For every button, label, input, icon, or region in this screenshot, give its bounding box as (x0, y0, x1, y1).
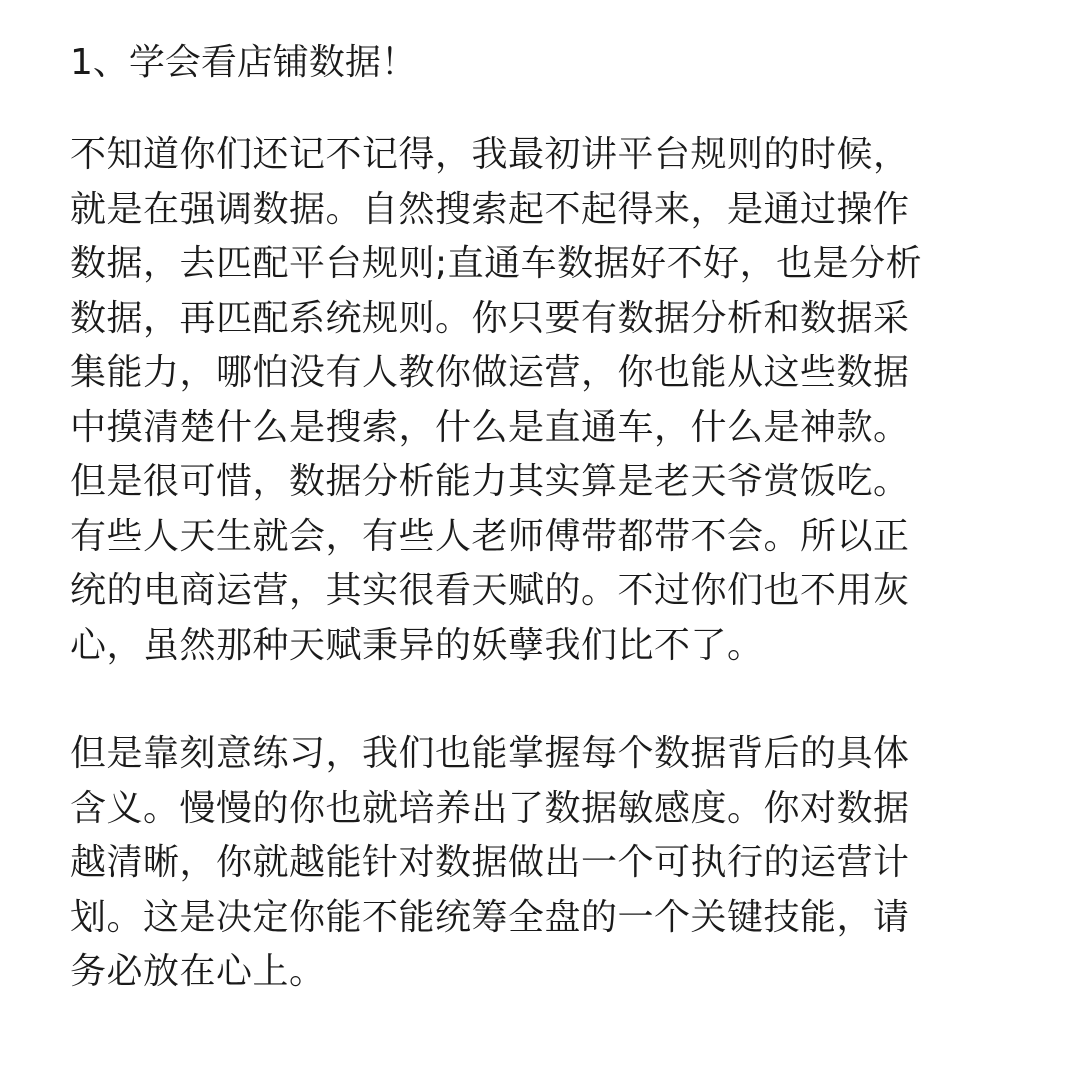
text-line: 含义。慢慢的你也就培养出了数据敏感度。你对数据 (70, 787, 910, 829)
section-heading: 1、学会看店铺数据！ (70, 42, 417, 83)
text-line: 统的电商运营，其实很看天赋的。不过你们也不用灰 (70, 570, 910, 611)
text-line: 但是靠刻意练习，我们也能掌握每个数据背后的具体 (70, 733, 910, 774)
text-line: 就是在强调数据。自然搜索起不起得来，是通过操作 (70, 188, 910, 230)
text-line: 集能力，哪怕没有人教你做运营，你也能从这些数据 (70, 352, 910, 393)
text-line: 数据，再匹配系统规则。你只要有数据分析和数据采 (70, 297, 910, 339)
text-line: 划。这是决定你能不能统筹全盘的一个关键技能，请 (70, 896, 910, 938)
text-line: 数据，去匹配平台规则;直通车数据好不好，也是分析 (70, 243, 923, 284)
text-line: 中摸清楚什么是搜索，什么是直通车，什么是神款。 (70, 406, 910, 448)
text-line: 心，虽然那种天赋秉异的妖孽我们比不了。 (70, 624, 764, 666)
text-line: 务必放在心上。 (70, 951, 326, 992)
text-line: 越清晰，你就越能针对数据做出一个可执行的运营计 (70, 842, 910, 883)
paragraph-2 (70, 727, 1010, 1000)
text-line: 不知道你们还记不记得，我最初讲平台规则的时候， (70, 134, 910, 175)
paragraph-1 (70, 128, 1010, 673)
text-line: 有些人天生就会，有些人老师傅带都带不会。所以正 (70, 515, 910, 557)
text-line: 但是很可惜，数据分析能力其实算是老天爷赏饭吃。 (70, 461, 910, 502)
